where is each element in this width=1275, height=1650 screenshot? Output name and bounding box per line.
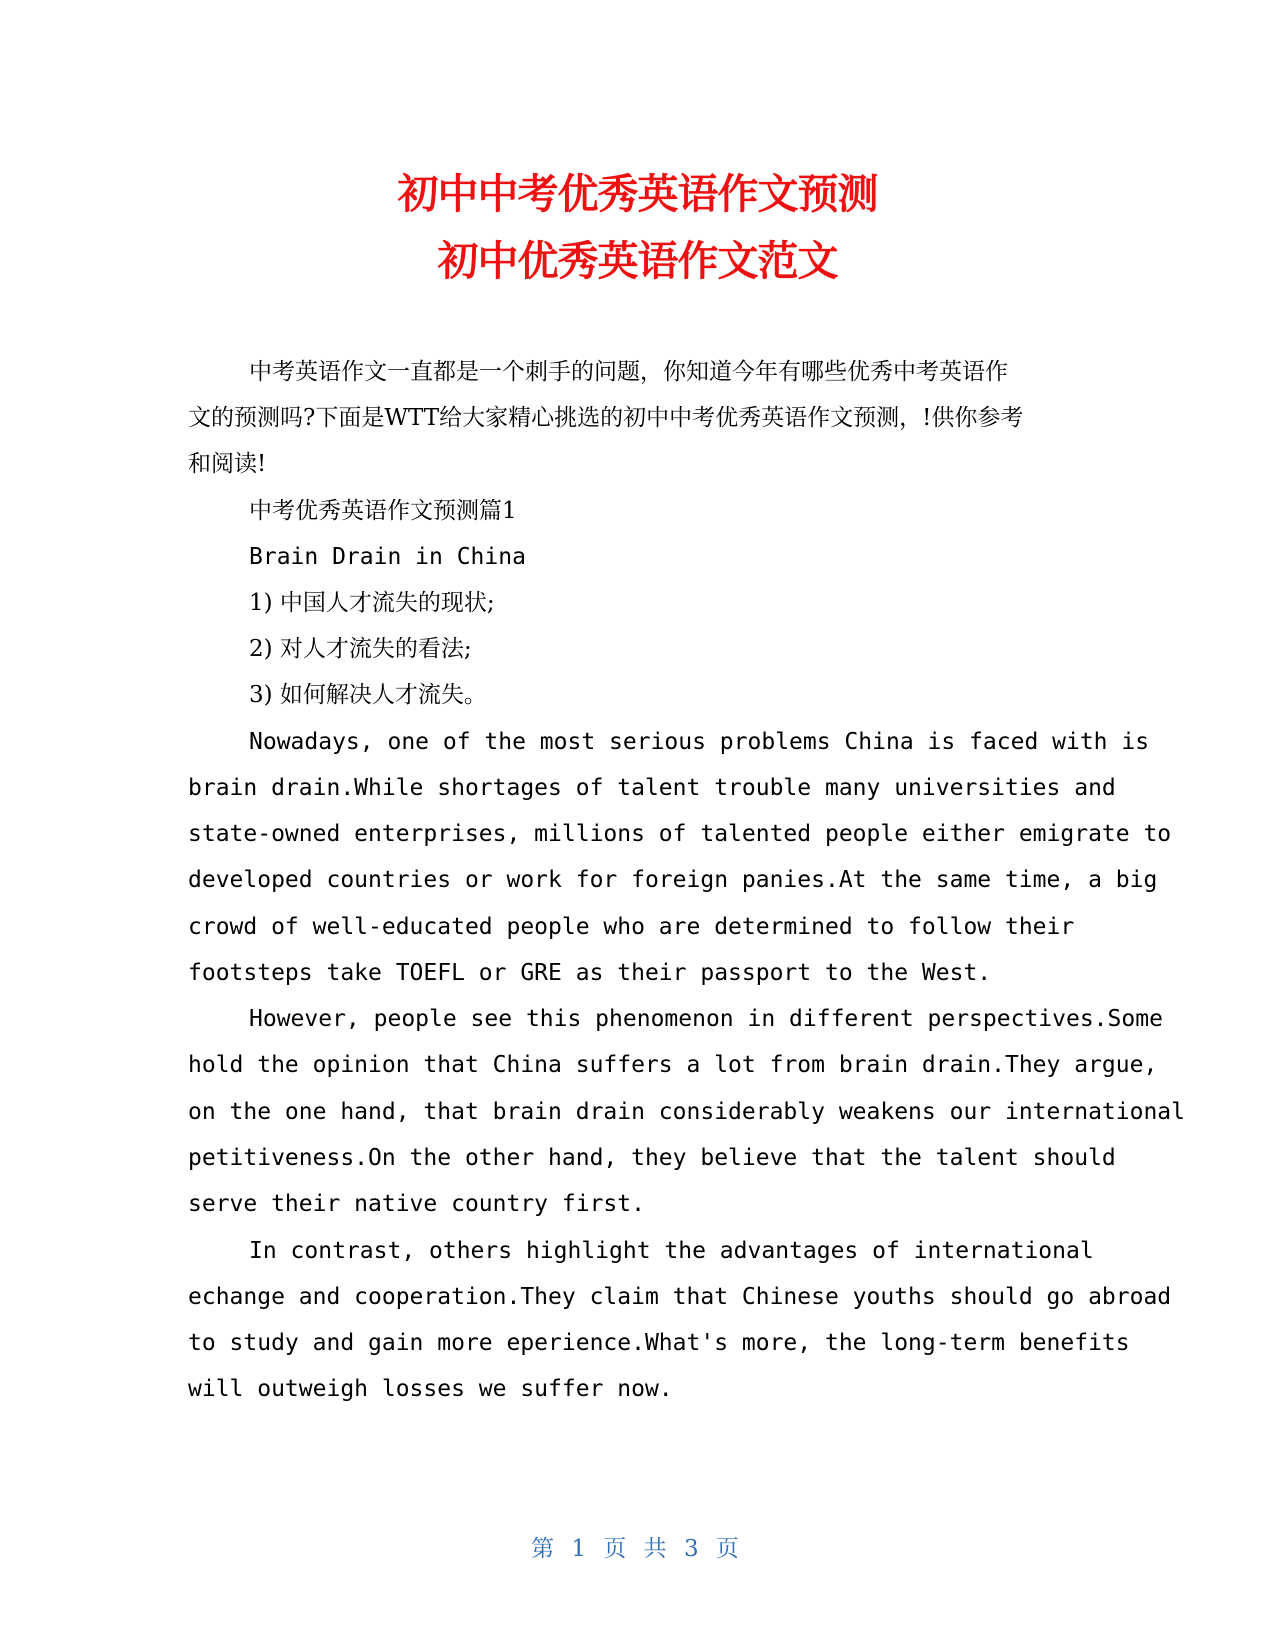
paragraph-2-line: hold the opinion that China suffers a lot from brain drain.They argue, bbox=[188, 1052, 1158, 1078]
paragraph-3-line: In contrast, others highlight the advantages of international bbox=[249, 1238, 1094, 1264]
paragraph-3-line: will outweigh losses we suffer now. bbox=[188, 1376, 673, 1402]
page-number-footer: 第 1 页 共 3 页 bbox=[531, 1536, 744, 1562]
document-title-line-1: 初中中考优秀英语作文预测 bbox=[397, 170, 878, 218]
intro-line: 和阅读! bbox=[188, 451, 267, 477]
paragraph-2-line: serve their native country first. bbox=[188, 1191, 645, 1217]
document-title-line-2: 初中优秀英语作文范文 bbox=[437, 237, 838, 285]
section-heading: 中考优秀英语作文预测篇1 bbox=[249, 498, 517, 524]
paragraph-1-line: developed countries or work for foreign panies.At the same time, a big bbox=[188, 867, 1158, 893]
paragraph-3-line: echange and cooperation.They claim that Chinese youths should go abroad bbox=[188, 1284, 1172, 1310]
paragraph-2-line: petitiveness.On the other hand, they believe that the talent should bbox=[188, 1145, 1116, 1171]
paragraph-1-line: Nowadays, one of the most serious problems China is faced with is bbox=[249, 729, 1150, 755]
paragraph-2-line: However, people see this phenomenon in different perspectives.Some bbox=[249, 1006, 1163, 1032]
paragraph-1-line: footsteps take TOEFL or GRE as their passport to the West. bbox=[188, 960, 992, 986]
outline-item: 3) 如何解决人才流失。 bbox=[249, 682, 487, 708]
paragraph-1-line: crowd of well-educated people who are determined to follow their bbox=[188, 914, 1075, 940]
intro-line: 文的预测吗?下面是WTT给大家精心挑选的初中中考优秀英语作文预测，!供你参考 bbox=[188, 405, 1024, 431]
outline-item: 1) 中国人才流失的现状; bbox=[249, 590, 495, 616]
paragraph-1-line: brain drain.While shortages of talent trouble many universities and bbox=[188, 775, 1116, 801]
paragraph-3-line: to study and gain more eperience.What's more, the long-term benefits bbox=[188, 1330, 1130, 1356]
paragraph-2-line: on the one hand, that brain drain considerably weakens our international bbox=[188, 1099, 1185, 1125]
intro-line: 中考英语作文一直都是一个刺手的问题，你知道今年有哪些优秀中考英语作 bbox=[249, 359, 1008, 385]
paragraph-1-line: state-owned enterprises, millions of talented people either emigrate to bbox=[188, 821, 1172, 847]
essay-title: Brain Drain in China bbox=[249, 544, 526, 570]
outline-item: 2) 对人才流失的看法; bbox=[249, 636, 472, 662]
